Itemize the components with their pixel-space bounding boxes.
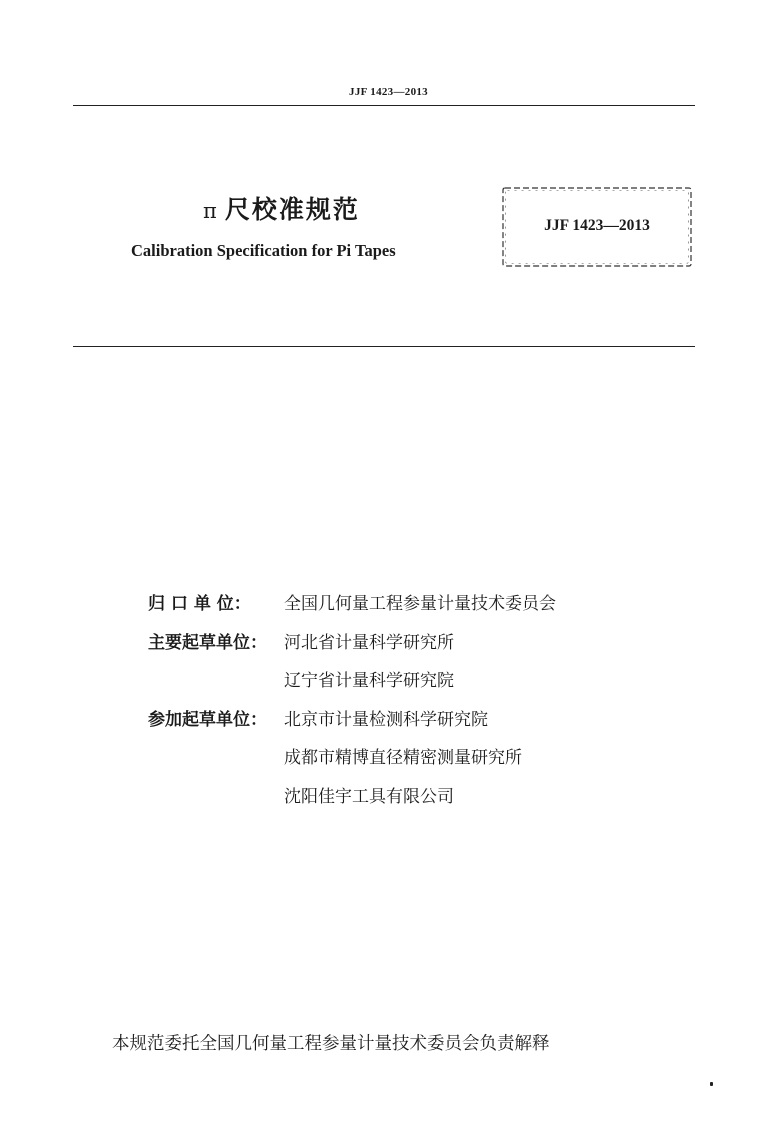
unit-row (148, 743, 556, 782)
section-rule (73, 346, 695, 347)
title-chinese-block (203, 190, 360, 226)
scan-speck (710, 1082, 713, 1086)
title-chinese: 尺校准规范 (224, 195, 360, 224)
unit-row (148, 705, 556, 744)
unit-value: 辽宁省计量科学研究院 (284, 671, 454, 691)
unit-row (148, 628, 556, 667)
unit-label: 归 口 单 位： (148, 594, 251, 614)
unit-row (148, 589, 556, 628)
unit-value: 北京市计量检测科学研究院 (284, 709, 488, 730)
title-english: Calibration Specification for Pi Tapes (131, 241, 396, 260)
unit-label: 参加起草单位： (148, 709, 267, 730)
header-rule (73, 105, 695, 106)
pi-symbol: π (203, 199, 219, 223)
standard-code: JJF 1423—2013 (544, 217, 650, 234)
interpretation-note: 本规范委托全国几何量工程参量计量技术委员会负责解释 (112, 1034, 550, 1054)
unit-row (148, 782, 556, 821)
unit-value: 河北省计量科学研究所 (284, 632, 454, 653)
unit-value: 沈阳佳宇工具有限公司 (284, 786, 454, 807)
unit-label: 主要起草单位： (148, 632, 267, 653)
unit-value: 成都市精博直径精密测量研究所 (284, 748, 522, 768)
drafting-units (148, 589, 556, 820)
unit-row (148, 666, 556, 705)
header-standard-code: JJF 1423—2013 (349, 86, 428, 98)
unit-value: 全国几何量工程参量计量技术委员会 (284, 594, 556, 614)
standard-code-box (500, 185, 694, 269)
